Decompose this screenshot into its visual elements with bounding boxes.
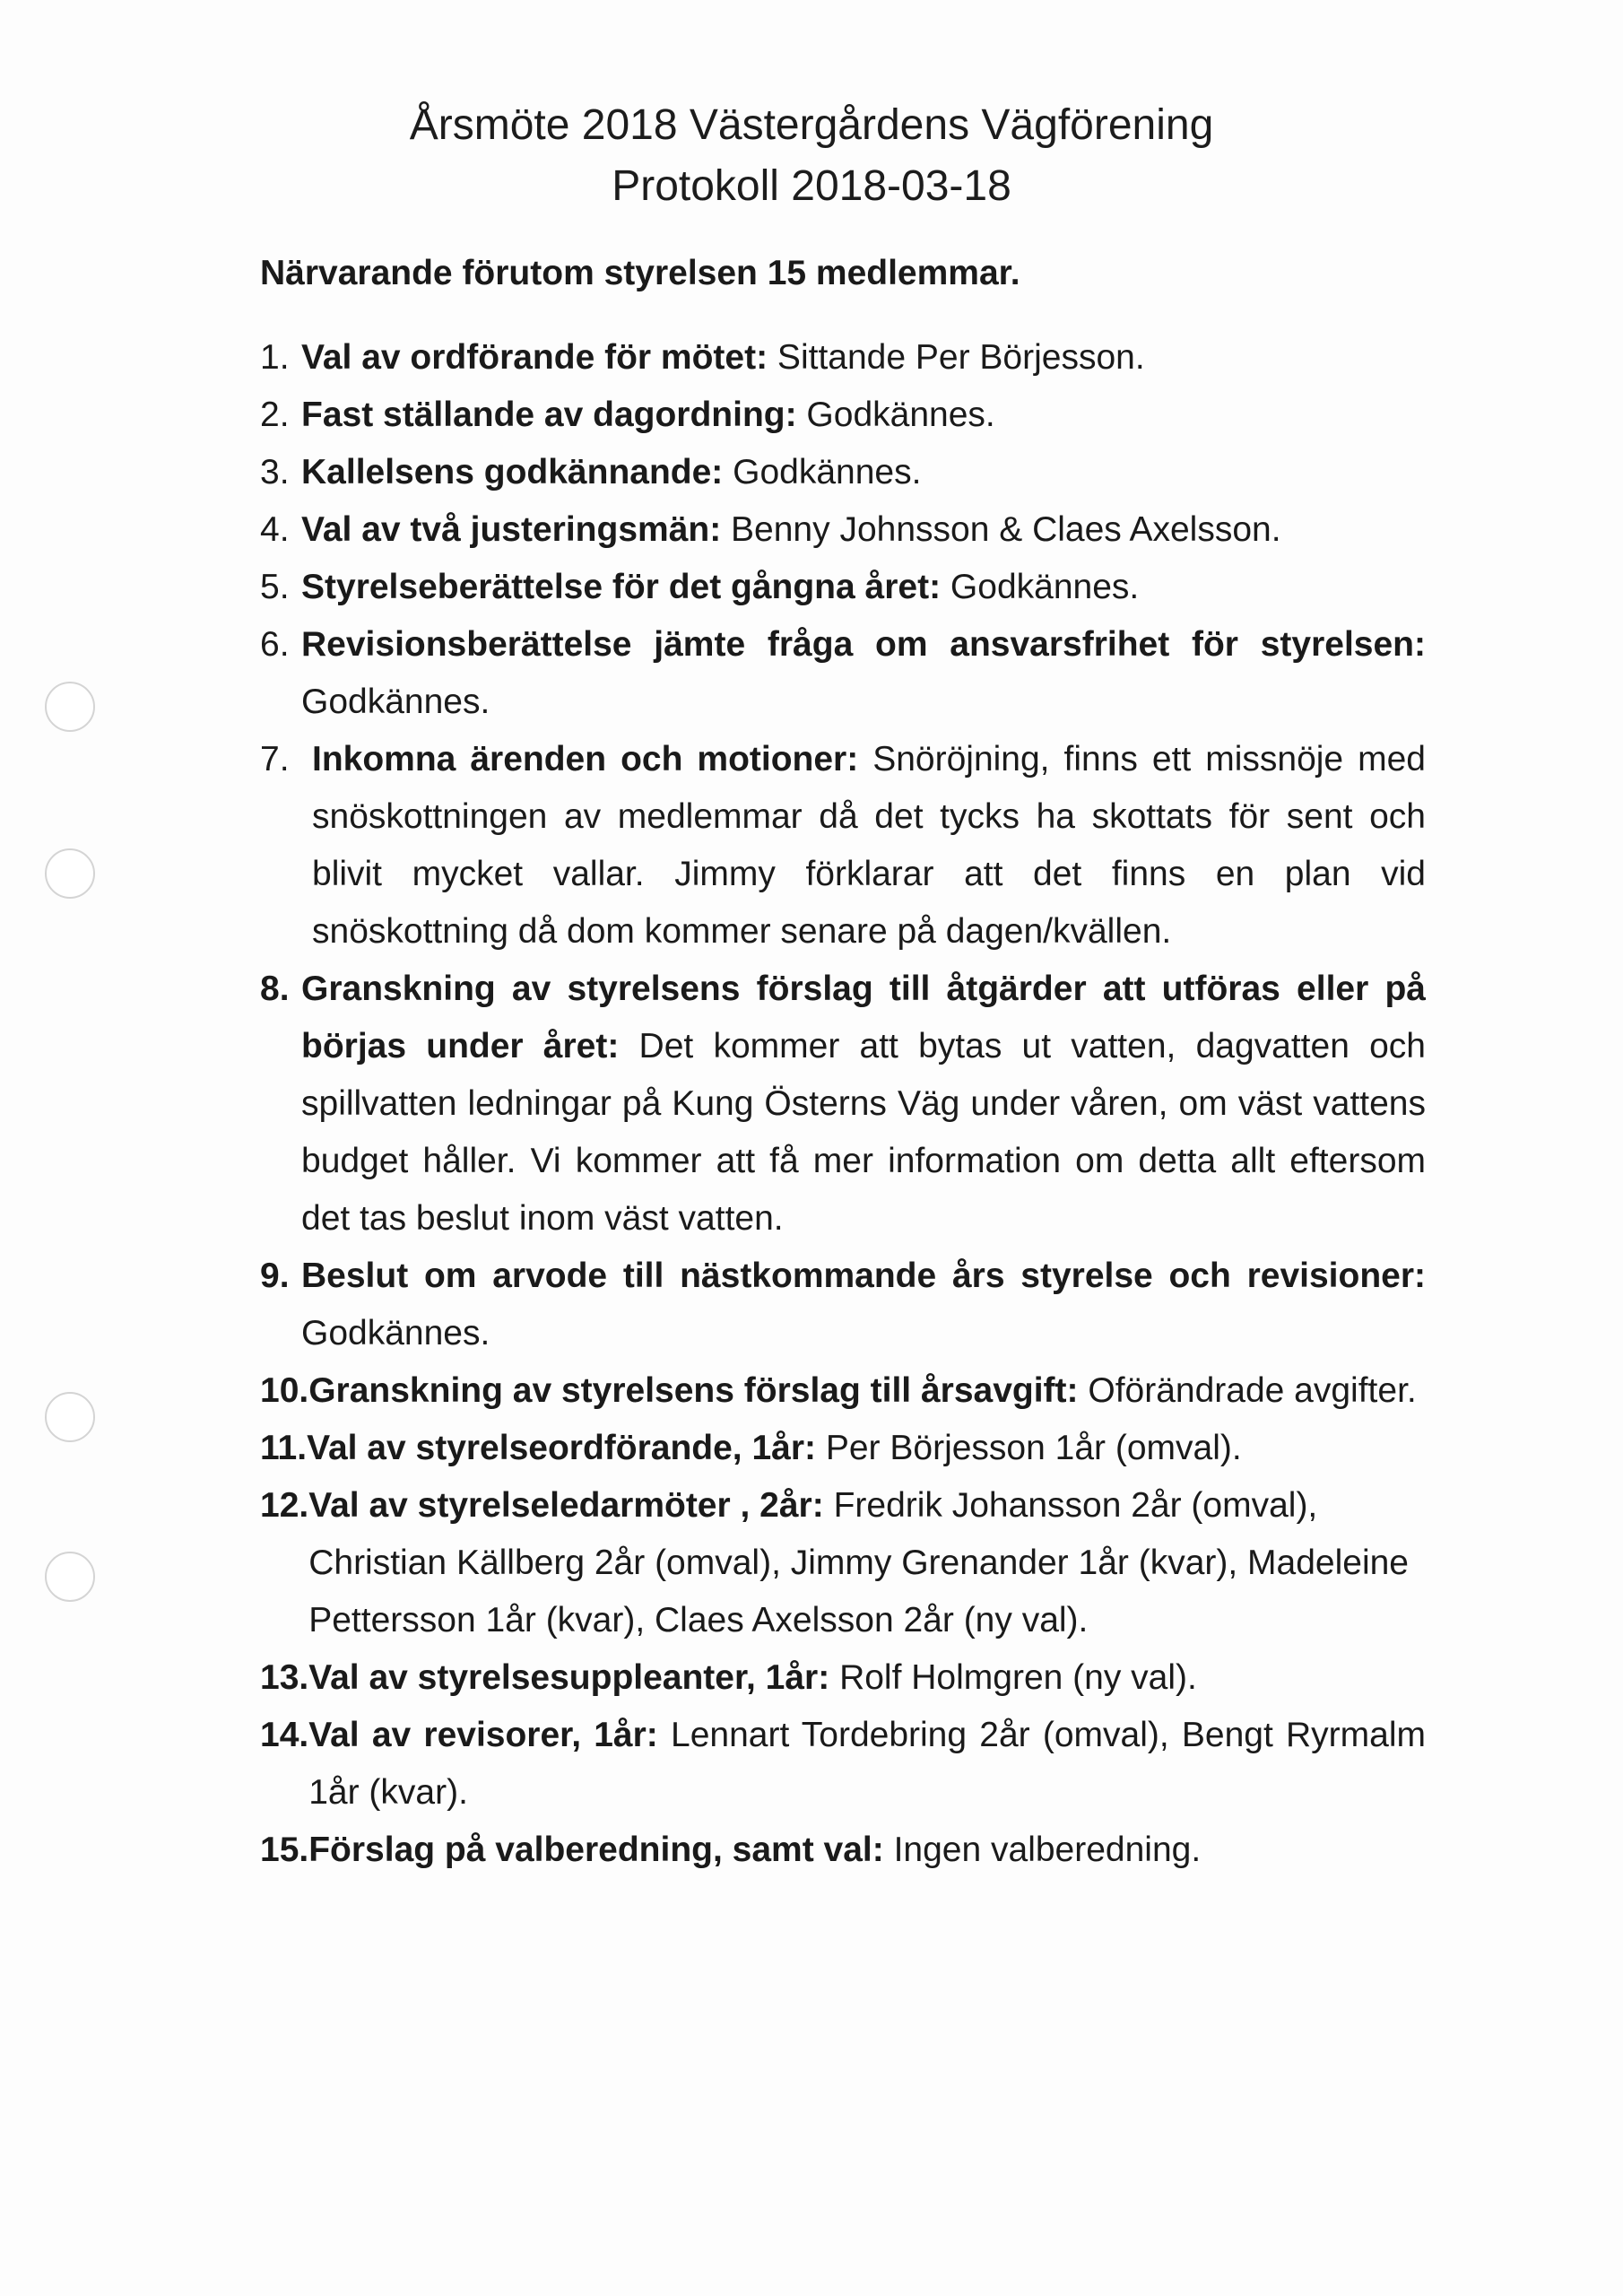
agenda-item-text: Snöröjning, finns ett missnöje med snöskottningen av medlemmar då det tycks ha skottats för sent och blivit mycket vallar. Jimmy förklarar att det finns en plan vid snöskottning då dom kommer senare på dagen/kvällen. [312,740,1426,951]
document-title: Årsmöte 2018 Västergårdens Vägförening [409,101,1214,149]
agenda-item [260,1248,1426,1362]
agenda-item [260,1477,1426,1649]
agenda-item-text: Det kommer att bytas ut vatten, dagvatten och spillvatten ledningar på Kung Österns Väg under våren, om väst vattens budget håller. Vi kommer att få mer information om detta allt eftersom det tas beslut inom väst vatten. [301,1027,1426,1238]
agenda-item-label: Kallelsens godkännande: [301,453,724,491]
agenda-item-number: 1. [260,338,290,377]
agenda-item-label: Val av revisorer, 1år: [308,1716,658,1754]
agenda-item-label: Granskning av styrelsens förslag till åtgärder att utföras eller på börjas under året: [301,970,1426,1065]
agenda-item-content [301,387,1426,444]
agenda-item-number: 5. [260,568,290,606]
agenda-item-number: 3. [260,453,290,491]
agenda-item-content [301,616,1426,731]
agenda-item-number: 14. [260,1716,309,1754]
agenda-item-number: 13. [260,1658,309,1697]
agenda-item [260,1649,1426,1707]
agenda-item-label: Val av styrelseledarmöter , 2år: [308,1486,824,1525]
agenda-item-label: Val av styrelsesuppleanter, 1år: [308,1658,830,1697]
agenda-item [260,559,1426,616]
agenda-item-text: Sittande Per Börjesson. [768,338,1145,377]
agenda-item-label: Val av ordförande för mötet: [301,338,768,377]
agenda-item-label: Val av styrelseordförande, 1år: [307,1429,817,1467]
agenda-item-content [301,731,1426,961]
agenda-item [260,329,1426,387]
agenda-item-text: Benny Johnsson & Claes Axelsson. [721,510,1281,549]
agenda-item [260,387,1426,444]
agenda-item-label: Förslag på valberedning, samt val: [308,1831,884,1869]
agenda-item [260,501,1426,559]
agenda-item-text: Godkännes. [301,1314,490,1352]
agenda-item-text: Godkännes. [796,396,995,434]
agenda-item-number: 4. [260,510,290,549]
agenda-item-number: 8. [260,970,290,1008]
agenda-item-label: Beslut om arvode till nästkommande års styrelse och revisioner: [301,1257,1426,1295]
agenda-item-text: Godkännes. [941,568,1140,606]
agenda-item-content [301,1248,1426,1362]
agenda-item-content [301,444,1426,501]
agenda-item-label: Revisionsberättelse jämte fråga om ansvarsfrihet för styrelsen: [301,625,1426,664]
agenda-item-content [301,961,1426,1248]
agenda-item-label: Val av två justeringsmän: [301,510,722,549]
agenda-item [260,444,1426,501]
agenda-item-text: Ingen valberedning. [883,1831,1202,1869]
agenda-item [260,731,1426,961]
agenda-item [260,616,1426,731]
agenda-item-number: 6. [260,625,290,664]
agenda-item-label: Fast ställande av dagordning: [301,396,797,434]
agenda-item-number: 11. [260,1429,308,1467]
agenda-item-text: Rolf Holmgren (ny val). [829,1658,1197,1697]
agenda-item-text: Lennart Tordebring 2år (omval), Bengt Ryrmalm 1år (kvar). [308,1716,1427,1812]
agenda-item [260,1420,1426,1477]
punch-hole-mark [45,1552,95,1602]
agenda-item-content [308,1477,1426,1649]
punch-hole-mark [45,1392,95,1442]
agenda-item-text: Godkännes. [723,453,922,491]
agenda-item [260,1707,1426,1822]
attendance-note: Närvarande förutom styrelsen 15 medlemmar. [260,254,1020,292]
punch-hole-mark [45,848,95,899]
agenda-item-number: 2. [260,396,290,434]
agenda-item-label: Inkomna ärenden och motioner: [312,740,859,778]
agenda-item-content [301,559,1426,616]
agenda-item-content [308,1649,1426,1707]
agenda-item [260,1362,1426,1420]
agenda-item-content [301,329,1426,387]
agenda-item-number: 10. [260,1371,309,1410]
agenda-item-content [308,1707,1426,1822]
document-subtitle: Protokoll 2018-03-18 [612,162,1011,210]
agenda-item-content [301,501,1426,559]
agenda-item-content [307,1420,1426,1477]
agenda-item-text: Fredrik Johansson 2år (omval), Christian Källberg 2år (omval), Jimmy Grenander 1år (kvar), Madeleine Pettersson 1år (kvar), Claes Axelsson 2år (ny val). [308,1486,1419,1639]
agenda-item-label: Granskning av styrelsens förslag till årsavgift: [308,1371,1079,1410]
agenda-item-number: 12. [260,1486,309,1525]
agenda-item-text: Oförändrade avgifter. [1078,1371,1417,1410]
agenda-item-number: 7. [260,740,290,778]
agenda-item-text: Per Börjesson 1år (omval). [816,1429,1242,1467]
agenda-item-number: 9. [260,1257,290,1295]
agenda-item-number: 15. [260,1831,309,1869]
agenda-item [260,1822,1426,1879]
agenda-item-content [308,1822,1426,1879]
agenda-item-label: Styrelseberättelse för det gångna året: [301,568,942,606]
punch-hole-mark [45,682,95,732]
agenda-list [260,329,1426,1879]
agenda-item-content [308,1362,1426,1420]
agenda-item [260,961,1426,1248]
agenda-item-text: Godkännes. [301,683,490,721]
